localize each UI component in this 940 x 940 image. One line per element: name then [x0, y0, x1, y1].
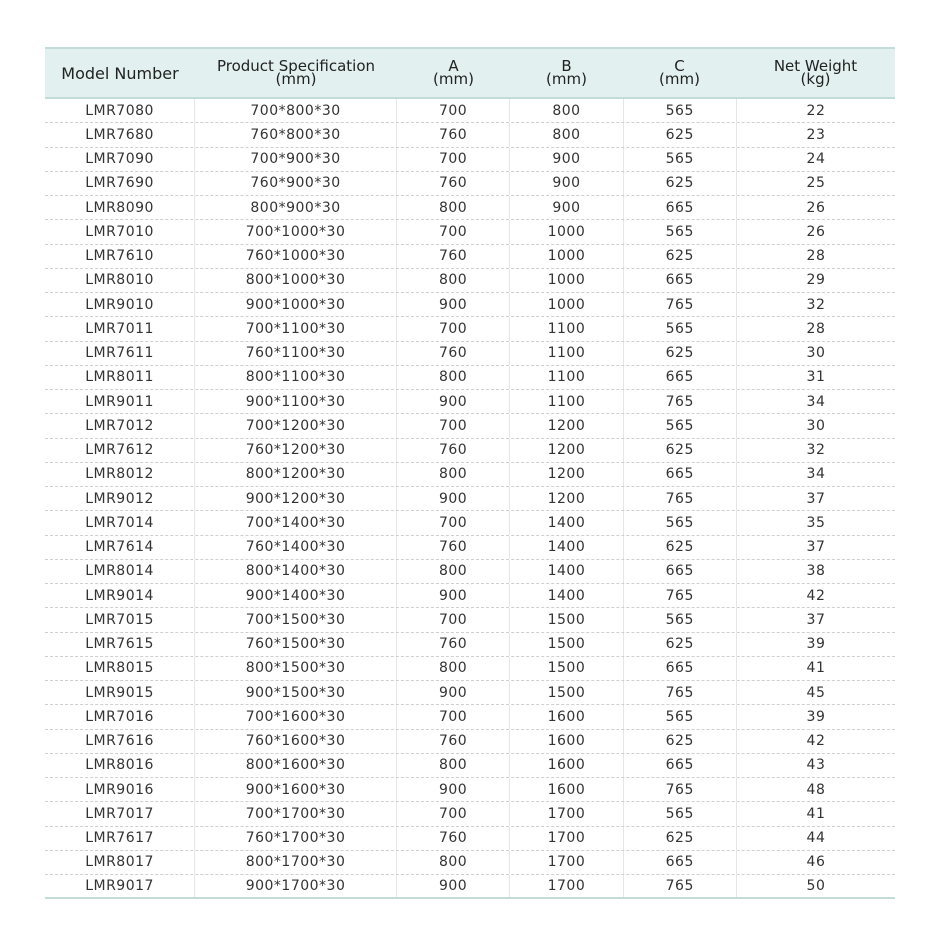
- cell-c: 565: [623, 148, 736, 171]
- cell-b: 1400: [509, 536, 622, 559]
- cell-c: 625: [623, 342, 736, 365]
- cell-net-weight: 37: [736, 536, 895, 559]
- cell-b: 1700: [509, 802, 622, 825]
- cell-net-weight: 32: [736, 293, 895, 316]
- cell-c: 665: [623, 657, 736, 680]
- cell-c: 625: [623, 730, 736, 753]
- cell-c: 625: [623, 123, 736, 146]
- cell-c: 625: [623, 633, 736, 656]
- cell-b: 1500: [509, 657, 622, 680]
- table-row: [45, 827, 895, 851]
- cell-c: 765: [623, 390, 736, 413]
- cell-a: 760: [396, 730, 509, 753]
- cell-model-number: LMR7611: [85, 345, 154, 362]
- table-row: [45, 123, 895, 147]
- cell-b: 1600: [509, 705, 622, 728]
- cell-model-number: LMR8017: [85, 854, 154, 871]
- cell-net-weight: 32: [736, 439, 895, 462]
- cell-c: 565: [623, 99, 736, 122]
- cell-net-weight: 22: [736, 99, 895, 122]
- cell-c: 665: [623, 196, 736, 219]
- cell-a: 760: [396, 172, 509, 195]
- cell-product-specification: 800*1200*30: [194, 463, 396, 486]
- cell-product-specification: 700*900*30: [194, 148, 396, 171]
- cell-net-weight: 39: [736, 633, 895, 656]
- cell-model-number: LMR7610: [85, 248, 154, 265]
- cell-a: 800: [396, 851, 509, 874]
- cell-product-specification: 900*1600*30: [194, 778, 396, 801]
- cell-model-number: LMR7011: [85, 320, 154, 337]
- cell-a: 800: [396, 560, 509, 583]
- cell-net-weight: 31: [736, 366, 895, 389]
- table-row: [45, 196, 895, 220]
- cell-net-weight: 29: [736, 269, 895, 292]
- table-row: [45, 172, 895, 196]
- table-row: [45, 463, 895, 487]
- cell-a: 900: [396, 681, 509, 704]
- cell-b: 1700: [509, 827, 622, 850]
- cell-net-weight: 25: [736, 172, 895, 195]
- cell-model-number: LMR8012: [85, 466, 154, 483]
- cell-net-weight: 41: [736, 657, 895, 680]
- cell-b: 1200: [509, 487, 622, 510]
- cell-a: 760: [396, 439, 509, 462]
- cell-model-number: LMR9014: [85, 587, 154, 604]
- cell-a: 700: [396, 705, 509, 728]
- cell-model-number: LMR7616: [85, 733, 154, 750]
- cell-product-specification: 800*1600*30: [194, 754, 396, 777]
- cell-a: 700: [396, 511, 509, 534]
- cell-b: 1700: [509, 875, 622, 897]
- table-row: [45, 584, 895, 608]
- cell-model-number: LMR7615: [85, 636, 154, 653]
- cell-model-number: LMR9010: [85, 296, 154, 313]
- cell-product-specification: 760*1500*30: [194, 633, 396, 656]
- cell-c: 625: [623, 245, 736, 268]
- cell-c: 665: [623, 366, 736, 389]
- cell-c: 625: [623, 172, 736, 195]
- cell-model-number: LMR9017: [85, 878, 154, 895]
- column-header-b: [510, 49, 623, 97]
- cell-a: 800: [396, 463, 509, 486]
- table-row: [45, 633, 895, 657]
- table-header: [45, 47, 895, 99]
- table-row: [45, 754, 895, 778]
- cell-a: 700: [396, 608, 509, 631]
- table-row: [45, 487, 895, 511]
- cell-c: 765: [623, 681, 736, 704]
- cell-c: 565: [623, 414, 736, 437]
- cell-a: 900: [396, 487, 509, 510]
- cell-c: 665: [623, 754, 736, 777]
- column-header-label: B: [561, 57, 572, 75]
- cell-model-number: LMR7612: [85, 442, 154, 459]
- cell-product-specification: 700*1000*30: [194, 220, 396, 243]
- cell-net-weight: 34: [736, 390, 895, 413]
- cell-c: 565: [623, 802, 736, 825]
- cell-b: 1600: [509, 730, 622, 753]
- cell-b: 1200: [509, 414, 622, 437]
- cell-model-number: LMR8011: [85, 369, 154, 386]
- cell-a: 760: [396, 827, 509, 850]
- column-header-unit: (mm): [659, 70, 700, 88]
- cell-c: 625: [623, 827, 736, 850]
- table-row: [45, 705, 895, 729]
- cell-net-weight: 44: [736, 827, 895, 850]
- cell-model-number: LMR7690: [85, 175, 154, 192]
- table-row: [45, 536, 895, 560]
- cell-product-specification: 700*1600*30: [194, 705, 396, 728]
- cell-b: 1000: [509, 269, 622, 292]
- column-header-label: Product Specification: [216, 57, 376, 75]
- cell-model-number: LMR7090: [85, 151, 154, 168]
- cell-b: 1200: [509, 463, 622, 486]
- cell-net-weight: 42: [736, 584, 895, 607]
- table-row: [45, 366, 895, 390]
- cell-b: 1200: [509, 439, 622, 462]
- cell-net-weight: 42: [736, 730, 895, 753]
- table-row: [45, 851, 895, 875]
- cell-b: 1000: [509, 293, 622, 316]
- cell-a: 800: [396, 269, 509, 292]
- cell-model-number: LMR7010: [85, 223, 154, 240]
- cell-a: 900: [396, 390, 509, 413]
- table-row: [45, 414, 895, 438]
- column-header-net-weight: [736, 49, 895, 97]
- cell-b: 1500: [509, 608, 622, 631]
- cell-a: 900: [396, 584, 509, 607]
- cell-a: 700: [396, 148, 509, 171]
- cell-product-specification: 700*1200*30: [194, 414, 396, 437]
- cell-c: 625: [623, 536, 736, 559]
- cell-a: 800: [396, 754, 509, 777]
- cell-net-weight: 39: [736, 705, 895, 728]
- table-row: [45, 439, 895, 463]
- cell-a: 800: [396, 196, 509, 219]
- cell-net-weight: 46: [736, 851, 895, 874]
- cell-net-weight: 30: [736, 342, 895, 365]
- cell-b: 1000: [509, 220, 622, 243]
- cell-product-specification: 700*1700*30: [194, 802, 396, 825]
- cell-b: 1400: [509, 560, 622, 583]
- cell-c: 565: [623, 705, 736, 728]
- cell-net-weight: 23: [736, 123, 895, 146]
- cell-product-specification: 900*1100*30: [194, 390, 396, 413]
- cell-net-weight: 30: [736, 414, 895, 437]
- cell-net-weight: 26: [736, 220, 895, 243]
- cell-b: 1700: [509, 851, 622, 874]
- column-header-model-number: [45, 49, 195, 97]
- table-row: [45, 317, 895, 341]
- cell-a: 900: [396, 875, 509, 897]
- column-header-product-specification: [195, 49, 397, 97]
- column-header-label: Model Number: [61, 63, 179, 83]
- table-row: [45, 875, 895, 899]
- cell-product-specification: 760*1600*30: [194, 730, 396, 753]
- column-header-unit: (mm): [433, 70, 474, 88]
- cell-net-weight: 35: [736, 511, 895, 534]
- cell-product-specification: 700*1400*30: [194, 511, 396, 534]
- cell-c: 565: [623, 220, 736, 243]
- cell-b: 900: [509, 172, 622, 195]
- cell-b: 1100: [509, 342, 622, 365]
- cell-product-specification: 800*1100*30: [194, 366, 396, 389]
- cell-product-specification: 760*1100*30: [194, 342, 396, 365]
- cell-model-number: LMR7012: [85, 417, 154, 434]
- cell-model-number: LMR8014: [85, 563, 154, 580]
- cell-product-specification: 760*900*30: [194, 172, 396, 195]
- table-row: [45, 342, 895, 366]
- cell-c: 665: [623, 851, 736, 874]
- table-row: [45, 220, 895, 244]
- cell-model-number: LMR7014: [85, 514, 154, 531]
- cell-net-weight: 28: [736, 317, 895, 340]
- cell-b: 800: [509, 123, 622, 146]
- column-header-unit: (mm): [275, 70, 317, 88]
- cell-net-weight: 50: [736, 875, 895, 897]
- table-row: [45, 148, 895, 172]
- table-row: [45, 511, 895, 535]
- column-header-label: C: [674, 57, 685, 75]
- table-row: [45, 681, 895, 705]
- column-header-label: Net Weight: [773, 57, 858, 75]
- cell-net-weight: 26: [736, 196, 895, 219]
- cell-b: 1100: [509, 366, 622, 389]
- table-row: [45, 269, 895, 293]
- cell-c: 765: [623, 778, 736, 801]
- cell-model-number: LMR7016: [85, 708, 154, 725]
- column-header-a: [397, 49, 510, 97]
- cell-product-specification: 900*1700*30: [194, 875, 396, 897]
- cell-a: 700: [396, 99, 509, 122]
- cell-model-number: LMR9012: [85, 490, 154, 507]
- cell-model-number: LMR7680: [85, 126, 154, 143]
- table-row: [45, 730, 895, 754]
- column-header-unit: (kg): [800, 70, 831, 88]
- table-row: [45, 560, 895, 584]
- cell-product-specification: 760*1000*30: [194, 245, 396, 268]
- cell-b: 900: [509, 148, 622, 171]
- table-row: [45, 390, 895, 414]
- cell-model-number: LMR7080: [85, 102, 154, 119]
- cell-b: 1100: [509, 317, 622, 340]
- cell-c: 765: [623, 293, 736, 316]
- cell-c: 765: [623, 875, 736, 897]
- cell-a: 760: [396, 123, 509, 146]
- table-row: [45, 99, 895, 123]
- cell-a: 760: [396, 342, 509, 365]
- cell-model-number: LMR7614: [85, 539, 154, 556]
- cell-a: 800: [396, 366, 509, 389]
- cell-product-specification: 900*1200*30: [194, 487, 396, 510]
- cell-model-number: LMR8015: [85, 660, 154, 677]
- cell-b: 1400: [509, 511, 622, 534]
- cell-product-specification: 900*1400*30: [194, 584, 396, 607]
- table-row: [45, 778, 895, 802]
- cell-a: 760: [396, 245, 509, 268]
- cell-a: 760: [396, 536, 509, 559]
- cell-a: 800: [396, 657, 509, 680]
- cell-a: 900: [396, 293, 509, 316]
- cell-b: 1500: [509, 681, 622, 704]
- cell-product-specification: 760*1200*30: [194, 439, 396, 462]
- cell-net-weight: 48: [736, 778, 895, 801]
- cell-net-weight: 28: [736, 245, 895, 268]
- table-row: [45, 657, 895, 681]
- cell-net-weight: 34: [736, 463, 895, 486]
- cell-c: 565: [623, 608, 736, 631]
- cell-a: 900: [396, 778, 509, 801]
- table-row: [45, 802, 895, 826]
- cell-a: 700: [396, 802, 509, 825]
- cell-model-number: LMR8016: [85, 757, 154, 774]
- table-row: [45, 293, 895, 317]
- cell-net-weight: 43: [736, 754, 895, 777]
- column-header-c: [623, 49, 736, 97]
- cell-net-weight: 37: [736, 608, 895, 631]
- table-row: [45, 245, 895, 269]
- cell-model-number: LMR9015: [85, 684, 154, 701]
- cell-model-number: LMR8090: [85, 199, 154, 216]
- cell-c: 665: [623, 269, 736, 292]
- cell-c: 765: [623, 584, 736, 607]
- cell-b: 1400: [509, 584, 622, 607]
- cell-product-specification: 700*800*30: [194, 99, 396, 122]
- cell-b: 1500: [509, 633, 622, 656]
- cell-product-specification: 800*900*30: [194, 196, 396, 219]
- cell-net-weight: 37: [736, 487, 895, 510]
- cell-a: 700: [396, 414, 509, 437]
- cell-product-specification: 700*1100*30: [194, 317, 396, 340]
- cell-product-specification: 760*1400*30: [194, 536, 396, 559]
- cell-model-number: LMR9011: [85, 393, 154, 410]
- column-header-label: A: [448, 57, 459, 75]
- cell-a: 700: [396, 317, 509, 340]
- cell-c: 765: [623, 487, 736, 510]
- cell-product-specification: 760*800*30: [194, 123, 396, 146]
- cell-model-number: LMR7015: [85, 611, 154, 628]
- cell-b: 1100: [509, 390, 622, 413]
- cell-c: 565: [623, 317, 736, 340]
- cell-c: 665: [623, 463, 736, 486]
- cell-product-specification: 800*1400*30: [194, 560, 396, 583]
- cell-net-weight: 24: [736, 148, 895, 171]
- column-header-unit: (mm): [546, 70, 587, 88]
- cell-product-specification: 900*1000*30: [194, 293, 396, 316]
- cell-product-specification: 900*1500*30: [194, 681, 396, 704]
- cell-c: 625: [623, 439, 736, 462]
- cell-a: 760: [396, 633, 509, 656]
- cell-model-number: LMR9016: [85, 781, 154, 798]
- spec-table: [45, 47, 895, 899]
- cell-product-specification: 800*1700*30: [194, 851, 396, 874]
- cell-net-weight: 38: [736, 560, 895, 583]
- cell-model-number: LMR8010: [85, 272, 154, 289]
- cell-b: 900: [509, 196, 622, 219]
- cell-net-weight: 41: [736, 802, 895, 825]
- cell-product-specification: 800*1500*30: [194, 657, 396, 680]
- cell-c: 665: [623, 560, 736, 583]
- cell-model-number: LMR7017: [85, 805, 154, 822]
- cell-a: 700: [396, 220, 509, 243]
- cell-b: 800: [509, 99, 622, 122]
- cell-model-number: LMR7617: [85, 830, 154, 847]
- table-body: [45, 99, 895, 899]
- cell-c: 565: [623, 511, 736, 534]
- cell-net-weight: 45: [736, 681, 895, 704]
- cell-product-specification: 800*1000*30: [194, 269, 396, 292]
- cell-b: 1600: [509, 754, 622, 777]
- cell-b: 1000: [509, 245, 622, 268]
- cell-product-specification: 760*1700*30: [194, 827, 396, 850]
- cell-product-specification: 700*1500*30: [194, 608, 396, 631]
- table-row: [45, 608, 895, 632]
- cell-b: 1600: [509, 778, 622, 801]
